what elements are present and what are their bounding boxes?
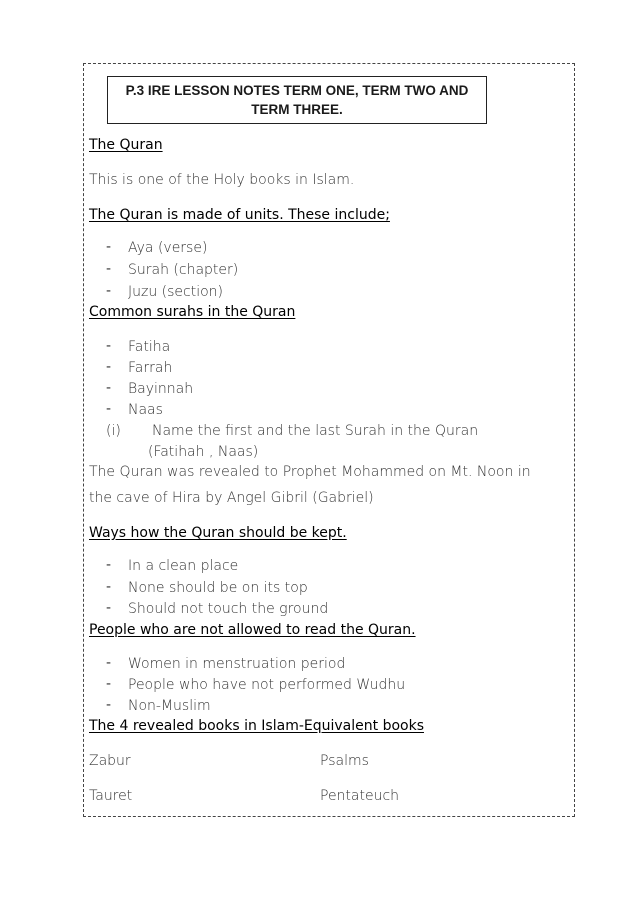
surah-item: Bayinnah (128, 381, 194, 397)
book-equivalent: Pentateuch (320, 788, 400, 804)
bullet-dash: - (106, 557, 112, 573)
unit-item: Aya (verse) (128, 240, 208, 256)
bullet-dash: - (106, 600, 112, 616)
surah-item: Fatiha (128, 339, 171, 355)
bullet-dash: - (106, 697, 112, 713)
bullet-dash: - (106, 239, 112, 255)
heading-the-quran: The Quran (89, 137, 163, 153)
surah-item: Farrah (128, 360, 173, 376)
not-allowed-item: Non-Muslim (128, 698, 211, 714)
bullet-dash: - (106, 579, 112, 595)
not-allowed-item: Women in menstruation period (128, 656, 346, 672)
bullet-dash: - (106, 338, 112, 354)
book-equivalent: Psalms (320, 753, 369, 769)
book-name: Zabur (89, 753, 131, 769)
kept-item: Should not touch the ground (128, 601, 329, 617)
revealed-line-1: The Quran was revealed to Prophet Mohammed on Mt. Noon in (89, 464, 531, 480)
bullet-dash: - (106, 380, 112, 396)
revealed-line-2: the cave of Hira by Angel Gibril (Gabriel) (89, 490, 374, 506)
heading-not-allowed: People who are not allowed to read the Quran. (89, 622, 416, 638)
kept-item: In a clean place (128, 558, 239, 574)
title-line-1: P.3 IRE LESSON NOTES TERM ONE, TERM TWO AND (125, 83, 469, 98)
title-line-2: TERM THREE. (251, 102, 343, 117)
bullet-dash: - (106, 261, 112, 277)
intro-text: This is one of the Holy books in Islam. (89, 172, 355, 188)
bullet-dash: - (106, 283, 112, 299)
question-number: (i) (106, 423, 121, 439)
title-box (107, 76, 487, 124)
heading-revealed-books: The 4 revealed books in Islam-Equivalent books (89, 718, 424, 734)
not-allowed-item: People who have not performed Wudhu (128, 677, 406, 693)
question-text: Name the first and the last Surah in the Quran (152, 423, 479, 439)
surah-item: Naas (128, 402, 163, 418)
book-name: Tauret (89, 788, 133, 804)
heading-ways-kept: Ways how the Quran should be kept. (89, 525, 347, 541)
unit-item: Surah (chapter) (128, 262, 239, 278)
unit-item: Juzu (section) (128, 284, 224, 300)
heading-units: The Quran is made of units. These include; (89, 207, 390, 223)
bullet-dash: - (106, 676, 112, 692)
bullet-dash: - (106, 401, 112, 417)
question-answer: (Fatihah , Naas) (148, 444, 259, 460)
bullet-dash: - (106, 655, 112, 671)
bullet-dash: - (106, 359, 112, 375)
heading-common-surahs: Common surahs in the Quran (89, 304, 296, 320)
kept-item: None should be on its top (128, 580, 308, 596)
